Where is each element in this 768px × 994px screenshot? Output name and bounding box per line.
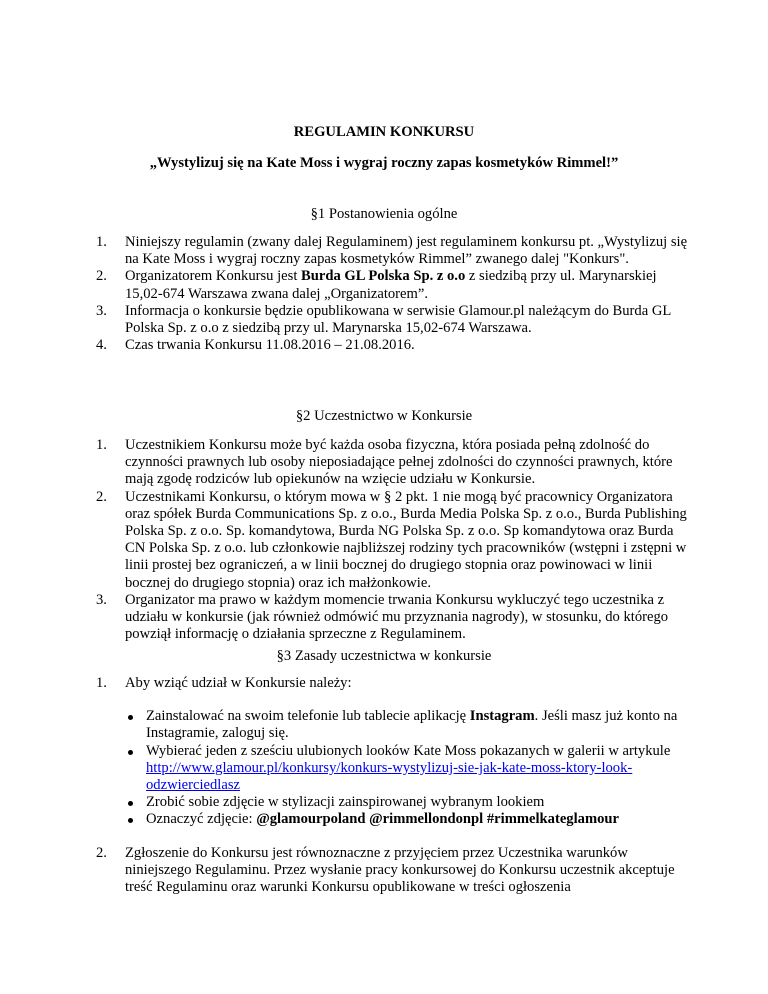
bullet-icon <box>128 715 133 720</box>
bullet-item <box>125 743 688 795</box>
bullet-text: Oznaczyć zdjęcie: <box>146 811 257 828</box>
list-item-text: Czas trwania Konkursu 11.08.2016 – 21.08.2016. <box>125 337 415 354</box>
list-item <box>96 845 688 897</box>
bullet-item <box>125 794 688 811</box>
list-item-text: Uczestnikiem Konkursu może być każda osoba fizyczna, która posiada pełną zdolność do czynności prawnych lub osoby nieposiadające pełnej zdolności do czynności prawnych, które mają zgodę rodziców lub opiekunów na wzięcie udziału w Konkursie. <box>125 437 673 488</box>
bullet-icon <box>128 818 133 823</box>
list-item-number: 1. <box>96 675 107 691</box>
list-item-number: 3. <box>96 591 107 608</box>
list-item <box>96 234 688 268</box>
list-item-text: Informacja o konkursie będzie opublikowana w serwisie Glamour.pl należącym do Burda GL Polska Sp. z o.o z siedzibą przy ul. Marynarska 15,02-674 Warszawa. <box>125 302 671 337</box>
list-item-text: z siedzibą przy ul. Marynarskiej 15,02-674 Warszawa zwana dalej „Organizatorem”. <box>125 268 657 302</box>
list-item-number: 2. <box>96 268 107 285</box>
bullet-text: Wybierać jeden z sześciu ulubionych looków Kate Moss pokazanych w galerii w artykule <box>146 742 671 759</box>
document-subtitle: „Wystylizuj się na Kate Moss i wygraj roczny zapas kosmetyków Rimmel!” <box>149 155 619 171</box>
section-2-heading: §2 Uczestnictwo w Konkursie <box>295 408 473 424</box>
bullet-item <box>125 811 688 828</box>
list-item-number: 2. <box>96 488 107 505</box>
list-item <box>96 337 688 354</box>
bullet-text: Zrobić sobie zdjęcie w stylizacji zainspirowanej wybranym lookiem <box>146 794 545 811</box>
section-3-heading: §3 Zasady uczestnictwa w konkursie <box>276 648 492 664</box>
instagram-app-name: Instagram <box>469 708 535 725</box>
list-item-text: Niniejszy regulamin (zwany dalej Regulaminem) jest regulaminem konkursu pt. „Wystylizuj się na Kate Moss i wygraj roczny zapas kosmetyków Rimmel” zwanego dalej "Konkurs". <box>125 234 688 268</box>
hashtags: @glamourpoland @rimmellondonpl #rimmelkateglamour <box>256 811 619 828</box>
list-item <box>96 489 688 592</box>
list-item <box>96 437 688 489</box>
gallery-article-link[interactable]: http://www.glamour.pl/konkursy/konkurs-wystylizuj-sie-jak-kate-moss-ktory-look-odzwierciedlasz <box>146 759 633 794</box>
document-title: REGULAMIN KONKURSU <box>293 124 475 140</box>
list-item <box>96 268 688 302</box>
list-item-text: Zgłoszenie do Konkursu jest równoznaczne z przyjęciem przez Uczestnika warunków niniejszego Regulaminu. Przez wysłanie pracy konkursowej do Konkursu uczestnik akceptuje treść Regulaminu oraz warunki Konkursu opublikowane w treści ogłoszenia <box>125 844 675 896</box>
bullet-list <box>125 708 688 828</box>
list-item-number: 4. <box>96 337 107 354</box>
list-item-text: Organizatorem Konkursu jest <box>125 268 302 285</box>
bullet-text: . Jeśli masz już konto na Instagramie, zaloguj się. <box>146 708 678 742</box>
list-item <box>96 303 688 337</box>
list-item-number: 2. <box>96 844 107 861</box>
list-item-text: Uczestnikami Konkursu, o którym mowa w § 2 pkt. 1 nie mogą być pracownicy Organizatora oraz spółek Burda Communications Sp. z o.o., Burda Media Polska Sp. z o.o., Burda Publishing Polska Sp. z o.o. Sp. komandytowa, Burda NG Polska Sp. z o.o. Sp komandytowa oraz Burda CN Polska Sp. z o.o. lub członkowie najbliższej rodziny tych pracowników (wstępni i zstępni w linii prostej bez ograniczeń, a w linii bocznej do drugiego stopnia oraz powinowaci w linii bocznej do drugiego stopnia) oraz ich małżonkowie. <box>125 488 687 591</box>
section-1-heading: §1 Postanowienia ogólne <box>310 206 458 222</box>
list-item <box>96 675 688 829</box>
bullet-text: Zainstalować na swoim telefonie lub tablecie aplikację <box>146 708 470 725</box>
bullet-icon <box>128 801 133 806</box>
bullet-icon <box>128 750 133 755</box>
section-1-list <box>96 234 688 354</box>
list-item-text: Aby wziąć udział w Konkursie należy: <box>125 675 352 691</box>
bullet-item <box>125 708 688 742</box>
section-3-list <box>96 675 688 896</box>
section-2-list <box>96 437 688 643</box>
list-item-number: 3. <box>96 302 107 319</box>
list-item-number: 1. <box>96 234 107 250</box>
list-item-number: 1. <box>96 437 107 453</box>
list-item <box>96 592 688 644</box>
organizer-name: Burda GL Polska Sp. z o.o <box>301 268 466 285</box>
list-item-text: Organizator ma prawo w każdym momencie trwania Konkursu wykluczyć tego uczestnika z udziału w konkursie (jak również odmówić mu przyznania nagrody), w stosunku, do którego powziął informację o działania sprzeczne z Regulaminem. <box>125 591 669 643</box>
